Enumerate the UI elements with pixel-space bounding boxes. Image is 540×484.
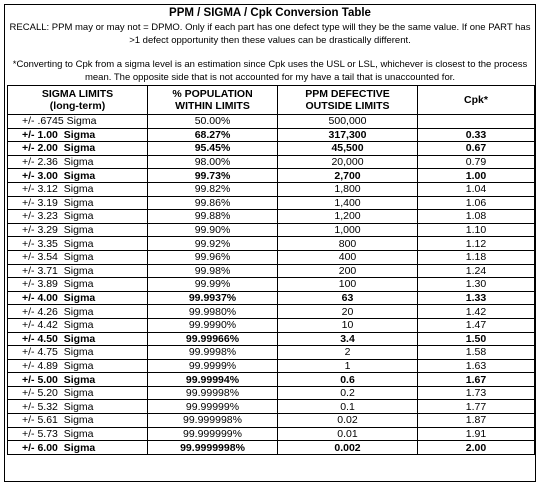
table-row (8, 182, 535, 196)
cell-ppm: 400 (278, 250, 418, 264)
table-row (8, 359, 535, 373)
cell-ppm: 800 (278, 237, 418, 251)
table-row (8, 332, 535, 346)
cell-sigma: +/- 5.32 Sigma (8, 400, 148, 414)
cell-cpk: 1.67 (418, 373, 535, 387)
cell-ppm: 0.02 (278, 414, 418, 428)
cell-sigma: +/- 5.73 Sigma (8, 427, 148, 441)
cell-sigma: +/- 3.29 Sigma (8, 223, 148, 237)
cell-sigma: +/- 3.35 Sigma (8, 237, 148, 251)
cell-cpk: 0.33 (418, 128, 535, 142)
table-row (8, 305, 535, 319)
cell-cpk: 1.06 (418, 196, 535, 210)
cell-cpk: 1.58 (418, 346, 535, 360)
table-row (8, 250, 535, 264)
cell-population: 99.90% (148, 223, 278, 237)
table-row (8, 278, 535, 292)
table-row (8, 196, 535, 210)
table-row (8, 210, 535, 224)
cell-cpk: 1.91 (418, 427, 535, 441)
header-population (148, 86, 278, 115)
cell-sigma: +/- 4.75 Sigma (8, 346, 148, 360)
cell-sigma: +/- 3.71 Sigma (8, 264, 148, 278)
cell-ppm: 200 (278, 264, 418, 278)
cell-ppm: 0.002 (278, 441, 418, 455)
cell-cpk: 1.73 (418, 386, 535, 400)
header-pct-line2: WITHIN LIMITS (175, 100, 250, 112)
cell-ppm: 2 (278, 346, 418, 360)
cell-ppm: 1,000 (278, 223, 418, 237)
cell-cpk: 1.42 (418, 305, 535, 319)
cell-population: 99.999998% (148, 414, 278, 428)
cell-population: 68.27% (148, 128, 278, 142)
table-row (8, 142, 535, 156)
cell-sigma: +/- 3.00 Sigma (8, 169, 148, 183)
cell-sigma: +/- 4.00 Sigma (8, 291, 148, 305)
cell-sigma: +/- 3.54 Sigma (8, 250, 148, 264)
cell-ppm: 1,800 (278, 182, 418, 196)
cell-population: 99.88% (148, 210, 278, 224)
cell-population: 99.99% (148, 278, 278, 292)
cell-sigma: +/- 3.12 Sigma (8, 182, 148, 196)
table-row (8, 441, 535, 455)
cell-cpk: 0.67 (418, 142, 535, 156)
cell-cpk: 1.30 (418, 278, 535, 292)
cell-population: 95.45% (148, 142, 278, 156)
recall-note: RECALL: PPM may or may not = DPMO. Only if each part has one defect type will they be the same value. If one PART has >1 defect opportunity then these values can be drastically different. (9, 22, 531, 46)
cell-population: 99.82% (148, 182, 278, 196)
cell-population: 99.999999% (148, 427, 278, 441)
cell-cpk: 1.33 (418, 291, 535, 305)
cell-population: 99.99966% (148, 332, 278, 346)
cell-ppm: 3.4 (278, 332, 418, 346)
cpk-footnote: *Converting to Cpk from a sigma level is an estimation since Cpk uses the USL or LSL, whichever is closest to the process mean. The opposite side that is not accounted for my have a tail that is unaccounted for. (12, 59, 528, 83)
cell-population: 99.9990% (148, 318, 278, 332)
cell-cpk: 2.00 (418, 441, 535, 455)
cell-cpk: 0.79 (418, 155, 535, 169)
cell-sigma: +/- 3.19 Sigma (8, 196, 148, 210)
table-row (8, 115, 535, 129)
table-row (8, 427, 535, 441)
cell-population: 99.9980% (148, 305, 278, 319)
cell-population: 99.99999% (148, 400, 278, 414)
cell-ppm: 317,300 (278, 128, 418, 142)
table-row (8, 414, 535, 428)
header-ppm (278, 86, 418, 115)
table-row (8, 237, 535, 251)
cell-cpk: 1.24 (418, 264, 535, 278)
cell-population: 99.9999% (148, 359, 278, 373)
cell-sigma: +/- 5.61 Sigma (8, 414, 148, 428)
cell-population: 50.00% (148, 115, 278, 129)
cell-sigma: +/- .6745 Sigma (8, 115, 148, 129)
cell-population: 99.9937% (148, 291, 278, 305)
table-row (8, 223, 535, 237)
cell-sigma: +/- 4.26 Sigma (8, 305, 148, 319)
table-header-row (8, 86, 535, 115)
table-row (8, 346, 535, 360)
cell-population: 99.99998% (148, 386, 278, 400)
conversion-sheet (4, 4, 536, 482)
table-row (8, 400, 535, 414)
cell-ppm: 1,200 (278, 210, 418, 224)
table-row (8, 264, 535, 278)
header-pct-line1: % POPULATION (172, 88, 253, 100)
cell-population: 99.73% (148, 169, 278, 183)
cell-ppm: 20,000 (278, 155, 418, 169)
cell-sigma: +/- 1.00 Sigma (8, 128, 148, 142)
page-title: PPM / SIGMA / Cpk Conversion Table (169, 7, 371, 19)
cell-ppm: 2,700 (278, 169, 418, 183)
conversion-table (7, 85, 535, 455)
cell-cpk: 1.00 (418, 169, 535, 183)
cell-cpk: 1.04 (418, 182, 535, 196)
cell-cpk: 1.18 (418, 250, 535, 264)
cell-sigma: +/- 3.89 Sigma (8, 278, 148, 292)
table-body (8, 115, 535, 455)
cell-cpk: 1.87 (418, 414, 535, 428)
cell-population: 99.9998% (148, 346, 278, 360)
cell-population: 98.00% (148, 155, 278, 169)
table-row (8, 169, 535, 183)
cell-sigma: +/- 3.23 Sigma (8, 210, 148, 224)
header-cpk: Cpk* (418, 86, 535, 115)
cell-cpk: 1.77 (418, 400, 535, 414)
cell-ppm: 0.1 (278, 400, 418, 414)
table-row (8, 386, 535, 400)
table-row (8, 291, 535, 305)
cell-sigma: +/- 4.42 Sigma (8, 318, 148, 332)
cell-sigma: +/- 4.89 Sigma (8, 359, 148, 373)
cell-sigma: +/- 2.36 Sigma (8, 155, 148, 169)
cell-ppm: 100 (278, 278, 418, 292)
cell-population: 99.98% (148, 264, 278, 278)
cell-sigma: +/- 2.00 Sigma (8, 142, 148, 156)
header-sigma-line2: (long-term) (49, 100, 106, 112)
header-sigma-line1: SIGMA LIMITS (41, 88, 114, 100)
cell-population: 99.99994% (148, 373, 278, 387)
cell-ppm: 1,400 (278, 196, 418, 210)
cell-ppm: 10 (278, 318, 418, 332)
table-row (8, 128, 535, 142)
table-row (8, 318, 535, 332)
cell-cpk: 1.08 (418, 210, 535, 224)
cell-sigma: +/- 4.50 Sigma (8, 332, 148, 346)
cell-cpk: 1.47 (418, 318, 535, 332)
cell-ppm: 0.6 (278, 373, 418, 387)
header-sigma-limits (8, 86, 148, 115)
cell-sigma: +/- 6.00 Sigma (8, 441, 148, 455)
cell-ppm: 1 (278, 359, 418, 373)
cell-ppm: 0.2 (278, 386, 418, 400)
cell-ppm: 20 (278, 305, 418, 319)
cell-ppm: 45,500 (278, 142, 418, 156)
cell-population: 99.9999998% (148, 441, 278, 455)
cell-sigma: +/- 5.00 Sigma (8, 373, 148, 387)
cell-ppm: 63 (278, 291, 418, 305)
cell-cpk: 1.63 (418, 359, 535, 373)
header-ppm-line1: PPM DEFECTIVE (305, 88, 390, 100)
cell-cpk: 1.12 (418, 237, 535, 251)
cell-sigma: +/- 5.20 Sigma (8, 386, 148, 400)
table-row (8, 155, 535, 169)
cell-cpk (418, 115, 535, 129)
cell-cpk: 1.50 (418, 332, 535, 346)
header-ppm-line2: OUTSIDE LIMITS (305, 100, 390, 112)
cell-ppm: 500,000 (278, 115, 418, 129)
table-row (8, 373, 535, 387)
cell-cpk: 1.10 (418, 223, 535, 237)
cell-population: 99.92% (148, 237, 278, 251)
cell-ppm: 0.01 (278, 427, 418, 441)
cell-population: 99.86% (148, 196, 278, 210)
cell-population: 99.96% (148, 250, 278, 264)
